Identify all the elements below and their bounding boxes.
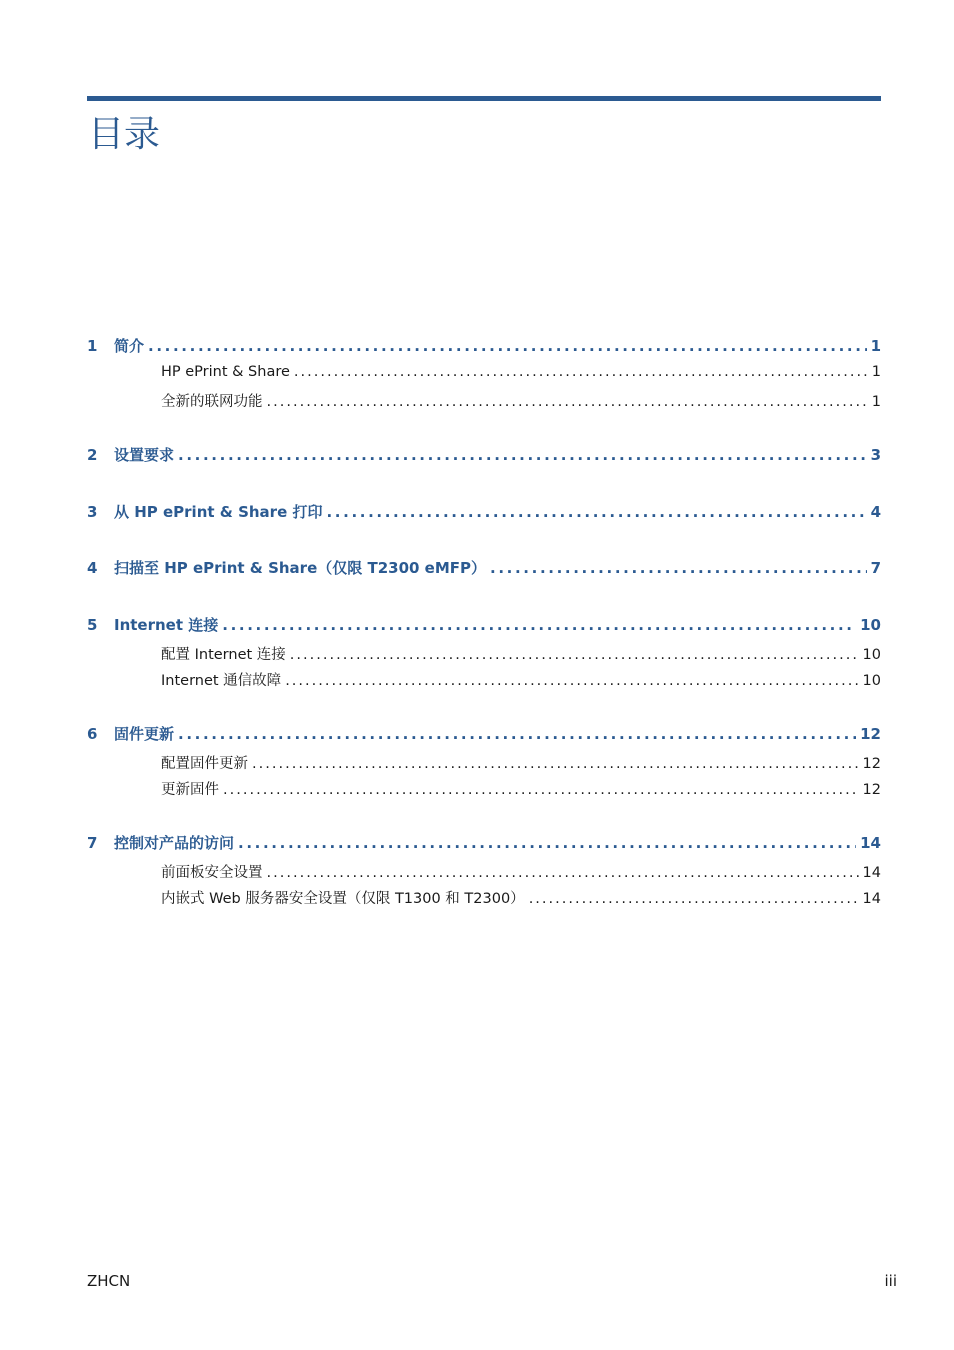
dot-leader [285, 673, 858, 689]
toc-chapter-5[interactable] [87, 614, 881, 635]
page-title: 目录 [88, 114, 161, 155]
chapter-number: 6 [87, 725, 98, 743]
dot-leader [223, 782, 859, 798]
toc-section[interactable] [161, 643, 881, 664]
section-title: 内嵌式 Web 服务器安全设置（仅限 T1300 和 T2300） [161, 891, 525, 907]
section-title: 更新固件 [161, 782, 219, 798]
chapter-number: 3 [87, 503, 98, 521]
toc-section[interactable] [161, 390, 881, 411]
dot-leader [222, 616, 856, 634]
section-title: 前面板安全设置 [161, 865, 263, 881]
section-page: 12 [862, 782, 881, 798]
section-page: 1 [871, 364, 881, 380]
section-title: 全新的联网功能 [161, 394, 263, 410]
dot-leader [326, 503, 866, 521]
dot-leader [490, 559, 867, 577]
toc-chapter-1[interactable] [87, 335, 881, 356]
toc-chapter-7[interactable] [87, 832, 881, 853]
dot-leader [267, 394, 868, 410]
chapter-title: 从 HP ePrint & Share 打印 [114, 503, 323, 521]
section-title: 配置固件更新 [161, 756, 248, 772]
chapter-page: 3 [870, 446, 881, 464]
chapter-title: 简介 [114, 337, 145, 355]
section-page: 12 [862, 756, 881, 772]
toc-section[interactable] [161, 778, 881, 799]
chapter-title: 扫描至 HP ePrint & Share（仅限 T2300 eMFP） [114, 559, 487, 577]
chapter-number: 7 [87, 834, 98, 852]
dot-leader [290, 647, 859, 663]
toc-section[interactable] [161, 752, 881, 773]
chapter-page: 4 [870, 503, 881, 521]
toc-chapter-4[interactable] [87, 557, 881, 578]
dot-leader [178, 725, 856, 743]
chapter-title: Internet 连接 [114, 616, 219, 634]
toc-chapter-3[interactable] [87, 501, 881, 522]
toc-chapter-6[interactable] [87, 723, 881, 744]
footer-page-number: iii [884, 1272, 897, 1290]
toc-section[interactable] [161, 887, 881, 908]
toc-chapter-2[interactable] [87, 444, 881, 465]
chapter-page: 14 [860, 834, 881, 852]
chapter-title: 控制对产品的访问 [114, 834, 235, 852]
dot-leader [294, 364, 868, 380]
section-page: 14 [862, 865, 881, 881]
section-page: 10 [862, 647, 881, 663]
chapter-number: 1 [87, 337, 98, 355]
chapter-page: 1 [870, 337, 881, 355]
chapter-page: 10 [860, 616, 881, 634]
dot-leader [252, 756, 859, 772]
section-title: Internet 通信故障 [161, 673, 282, 689]
dot-leader [529, 891, 859, 907]
toc-section[interactable] [161, 861, 881, 882]
footer-language: ZHCN [87, 1272, 131, 1290]
chapter-page: 7 [870, 559, 881, 577]
section-title: HP ePrint & Share [161, 364, 290, 380]
section-page: 14 [862, 891, 881, 907]
top-rule [87, 96, 881, 101]
chapter-title: 固件更新 [114, 725, 175, 743]
section-page: 10 [862, 673, 881, 689]
chapter-page: 12 [860, 725, 881, 743]
dot-leader [178, 446, 867, 464]
chapter-number: 2 [87, 446, 98, 464]
chapter-number: 4 [87, 559, 98, 577]
toc-section[interactable] [161, 364, 881, 380]
section-title: 配置 Internet 连接 [161, 647, 286, 663]
dot-leader [148, 337, 867, 355]
chapter-title: 设置要求 [114, 446, 175, 464]
toc-section[interactable] [161, 669, 881, 690]
dot-leader [267, 865, 859, 881]
dot-leader [238, 834, 856, 852]
section-page: 1 [871, 394, 881, 410]
chapter-number: 5 [87, 616, 98, 634]
